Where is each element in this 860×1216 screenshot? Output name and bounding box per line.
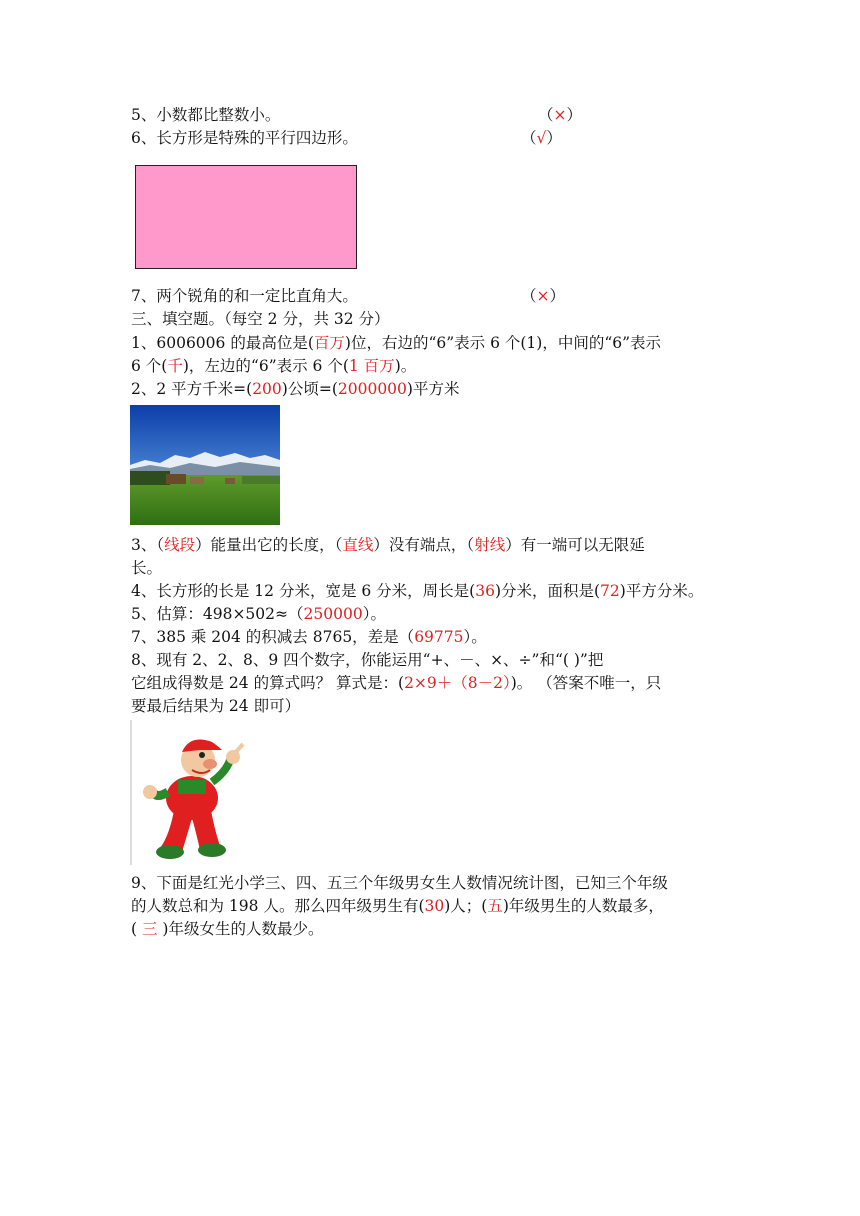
question-5: [131, 104, 280, 126]
answer-text: 36: [475, 582, 495, 600]
fill-9-line-3: ( 三 )年级女生的人数最少。: [131, 920, 324, 938]
answer-text: 直线: [342, 536, 374, 554]
question-7-text: 7、两个锐角的和一定比直角大。: [131, 287, 358, 305]
answer-text: 2×9＋（8－2）: [404, 674, 511, 692]
answer-text: 射线: [474, 536, 506, 554]
fill-8-line-3: 要最后结果为 24 即可）: [131, 697, 301, 715]
fill-1-line-2: 6 个(千)，左边的“6”表示 6 个(1 百万)。: [131, 357, 417, 375]
question-7: [131, 285, 358, 307]
answer-text: 百万: [313, 334, 345, 352]
fill-8-line-2: 它组成得数是 24 的算式吗？ 算式是：(2×9＋（8－2）)。 （答案不唯一，只: [131, 674, 662, 692]
fill-9-line-2: 的人数总和为 198 人。那么四年级男生有(30)人；(五)年级男生的人数最多，: [131, 897, 664, 915]
cartoon-boy-illustration: [130, 720, 250, 865]
question-5-text: 5、小数都比整数小。: [131, 106, 281, 124]
answer-6-mark: √: [536, 129, 547, 147]
answer-5-mark: ×: [553, 106, 567, 124]
landscape-photo: [130, 405, 280, 525]
question-6: [131, 127, 358, 149]
fill-8-line-1: 8、现有 2、2、8、9 四个数字，你能运用“+、－、×、÷”和“( )”把: [131, 651, 604, 669]
fill-3-line-1: 3、（线段）能量出它的长度，（直线）没有端点，（射线）有一端可以无限延: [131, 536, 645, 554]
question-6-text: 6、长方形是特殊的平行四边形。: [131, 129, 358, 147]
answer-text: 200: [252, 380, 282, 398]
fill-4: 4、长方形的长是 12 分米，宽是 6 分米，周长是(36)分米，面积是(72)平方分米。: [131, 582, 704, 600]
section-title: 三、填空题。（每空 2 分，共 32 分）: [131, 310, 390, 328]
answer-6-box: （√）: [521, 129, 562, 147]
answer-text: 线段: [164, 536, 196, 554]
answer-text: 250000: [303, 605, 363, 623]
answer-text: 三: [141, 920, 158, 938]
answer-text: 2000000: [337, 380, 407, 398]
fill-3-line-2: 长。: [131, 559, 163, 577]
fill-1-line-1: 1、6006006 的最高位是(百万)位，右边的“6”表示 6 个(1)，中间的“6”表示: [131, 334, 662, 352]
answer-text: 72: [600, 582, 620, 600]
answer-text: 1 百万: [348, 357, 395, 375]
answer-text: 30: [424, 897, 445, 915]
fill-2: 2、2 平方千米=(200)公顷=(2000000)平方米: [131, 380, 460, 398]
answer-text: 五: [487, 897, 503, 915]
fill-5: 5、估算：498×502≈（250000）。: [131, 605, 386, 623]
fill-7: 7、385 乘 204 的积减去 8765，差是（69775）。: [131, 628, 487, 646]
answer-text: 千: [167, 357, 183, 375]
answer-7-mark: ×: [536, 287, 550, 305]
answer-text: 69775: [414, 628, 464, 646]
pink-rectangle-figure: [135, 165, 357, 269]
fill-9-line-1: 9、下面是红光小学三、四、五三个年级男女生人数情况统计图，已知三个年级: [131, 874, 668, 892]
answer-7-box: （×）: [521, 287, 566, 305]
answer-5-box: （×）: [538, 106, 583, 124]
